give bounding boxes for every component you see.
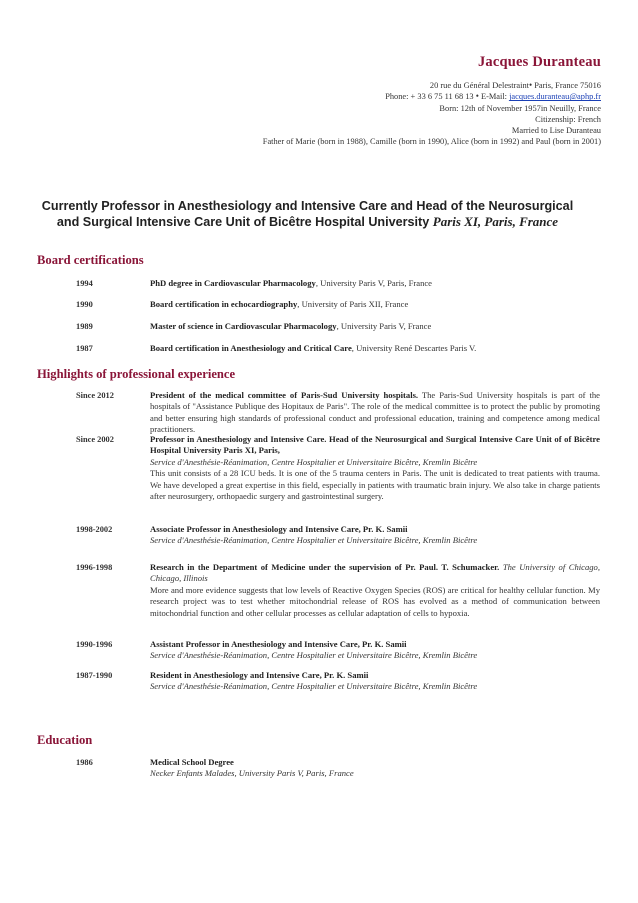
entry-content (150, 524, 600, 547)
citizenship-line: Citizenship: French (535, 114, 601, 124)
entry-title: Professor in Anesthesiology and Intensive Care. Head of the Neurosurgical and Surgical Intensive Care Unit of of Bicêtre Hospital University Paris XI, Paris, (150, 434, 600, 456)
entry-place: Service d'Anesthésie-Réanimation, Centre Hospitalier et Universitaire Bicêtre, Kremlin Bicêtre (150, 456, 478, 467)
entry-date: 1987-1990 (76, 671, 113, 680)
address: 20 rue du Général Delestraint (429, 81, 529, 90)
entry-title: Master of science in Cardiovascular Pharmacology (150, 321, 337, 331)
current-position (40, 198, 575, 230)
entry-date: 1987 (76, 344, 93, 353)
entry-content (150, 562, 600, 619)
entry-date: 1998-2002 (76, 525, 113, 534)
person-name: Jacques Duranteau (477, 54, 601, 70)
section-title-highlights: Highlights of professional experience (37, 367, 236, 381)
entry-content (150, 757, 600, 780)
email-link[interactable]: jacques.duranteau@aphp.fr (509, 92, 601, 102)
entry-title: PhD degree in Cardiovascular Pharmacology (150, 278, 316, 288)
entry-detail: , University of Paris XII, France (297, 299, 409, 309)
entry-place: Service d'Anesthésie-Réanimation, Centre Hospitalier et Universitaire Bicêtre, Kremlin Bicêtre (150, 681, 478, 692)
entry-title: Medical School Degree (150, 757, 234, 767)
entry-content (150, 343, 600, 354)
entry-title: Associate Professor in Anesthesiology and Intensive Care, Pr. K. Samii (150, 524, 408, 534)
phone: Phone: + 33 6 75 11 68 13 (385, 92, 474, 102)
entry-title: President of the medical committee of Paris-Sud University hospitals. (150, 390, 419, 400)
bullet-icon: • (528, 80, 533, 90)
entry-title: Board certification in echocardiography (150, 299, 298, 309)
entry-title: Resident in Anesthesiology and Intensive Care, Pr. K. Samii (150, 670, 369, 680)
entry-date: Since 2002 (76, 435, 114, 444)
entry-content (150, 434, 600, 502)
entry-detail: , University René Descartes Paris V. (351, 343, 477, 353)
entry-content (150, 390, 600, 436)
entry-content (150, 321, 600, 332)
entry-content (150, 278, 600, 289)
entry-content (150, 639, 600, 662)
entry-place: Service d'Anesthésie-Réanimation, Centre Hospitalier et Universitaire Bicêtre, Kremlin Bicêtre (150, 650, 478, 661)
entry-date: 1989 (76, 322, 93, 331)
address-city: Paris, France 75016 (532, 81, 601, 90)
entry-place: Necker Enfants Malades, University Paris V, Paris, France (150, 768, 354, 779)
born-line: Born: 12th of November 1957in Neuilly, France (439, 103, 601, 113)
entry-title: Research in the Department of Medicine under the supervision of Pr. Paul. T. Schumacker. (150, 562, 500, 572)
married-line: Married to Lise Duranteau (511, 126, 601, 136)
section-title-board: Board certifications (37, 253, 144, 267)
entry-date: Since 2012 (76, 391, 114, 400)
position-place: Paris XI, Paris, France (432, 214, 559, 229)
entry-date: 1990-1996 (76, 640, 113, 649)
entry-place: The University of Chicago, Chicago, Illinois (150, 562, 600, 584)
entry-place: Service d'Anesthésie-Réanimation, Centre Hospitalier et Universitaire Bicêtre, Kremlin Bicêtre (150, 535, 478, 546)
position-text: Currently Professor in Anesthesiology and Intensive Care and Head of the Neurosurgical and Surgical Intensive Care Unit of Bicêtre Hospital University (41, 199, 574, 229)
entry-detail: , University Paris V, Paris, France (315, 278, 432, 288)
entry-detail: , University Paris V, France (336, 321, 432, 331)
entry-description: The Paris-Sud University hospitals is part of the hospitals of "Assistance Publique des Hopitaux de Paris". The role of the medical committee is to protect the public by promoting and better ensuring high standards of professional conduct and professional education, training and competence among medical practitioners. (150, 390, 600, 435)
entry-description: More and more evidence suggests that low levels of Reactive Oxygen Species (ROS) are critical for healthy cellular function. My research project was to test whether mitochondrial release of ROS has evolved as a method of communication between mitochondrial function and other cellular processes as cellular adaptation of cells to hypoxia. (150, 584, 600, 618)
address-line (263, 80, 601, 91)
entry-description: This unit consists of a 28 ICU beds. It is one of the 5 trauma centers in Paris. The unit is dedicated to treat patients with trauma. We have developed a great expertise in this field, especially in patients with traumatic brain injury. We also take in charge patients after neurosurgery, orthopaedic surgery and gastrointestinal surgery. (150, 468, 600, 502)
bullet-icon: • (475, 91, 479, 102)
entry-content (150, 670, 600, 693)
email-label: E-Mail: (478, 92, 510, 102)
entry-title: Board certification in Anesthesiology and Critical Care (150, 343, 352, 353)
entry-content (150, 299, 600, 310)
entry-title: Assistant Professor in Anesthesiology and Intensive Care, Pr. K. Samii (150, 639, 407, 649)
entry-date: 1990 (76, 300, 93, 309)
entry-date: 1996-1998 (76, 563, 113, 572)
section-title-education: Education (37, 733, 93, 747)
contact-line (263, 91, 601, 102)
children-line: Father of Marie (born in 1988), Camille (born in 1990), Alice (born in 1992) and Paul (born in 2001) (262, 137, 601, 147)
cv-header (263, 54, 601, 148)
entry-date: 1986 (76, 758, 93, 767)
entry-date: 1994 (76, 279, 93, 288)
